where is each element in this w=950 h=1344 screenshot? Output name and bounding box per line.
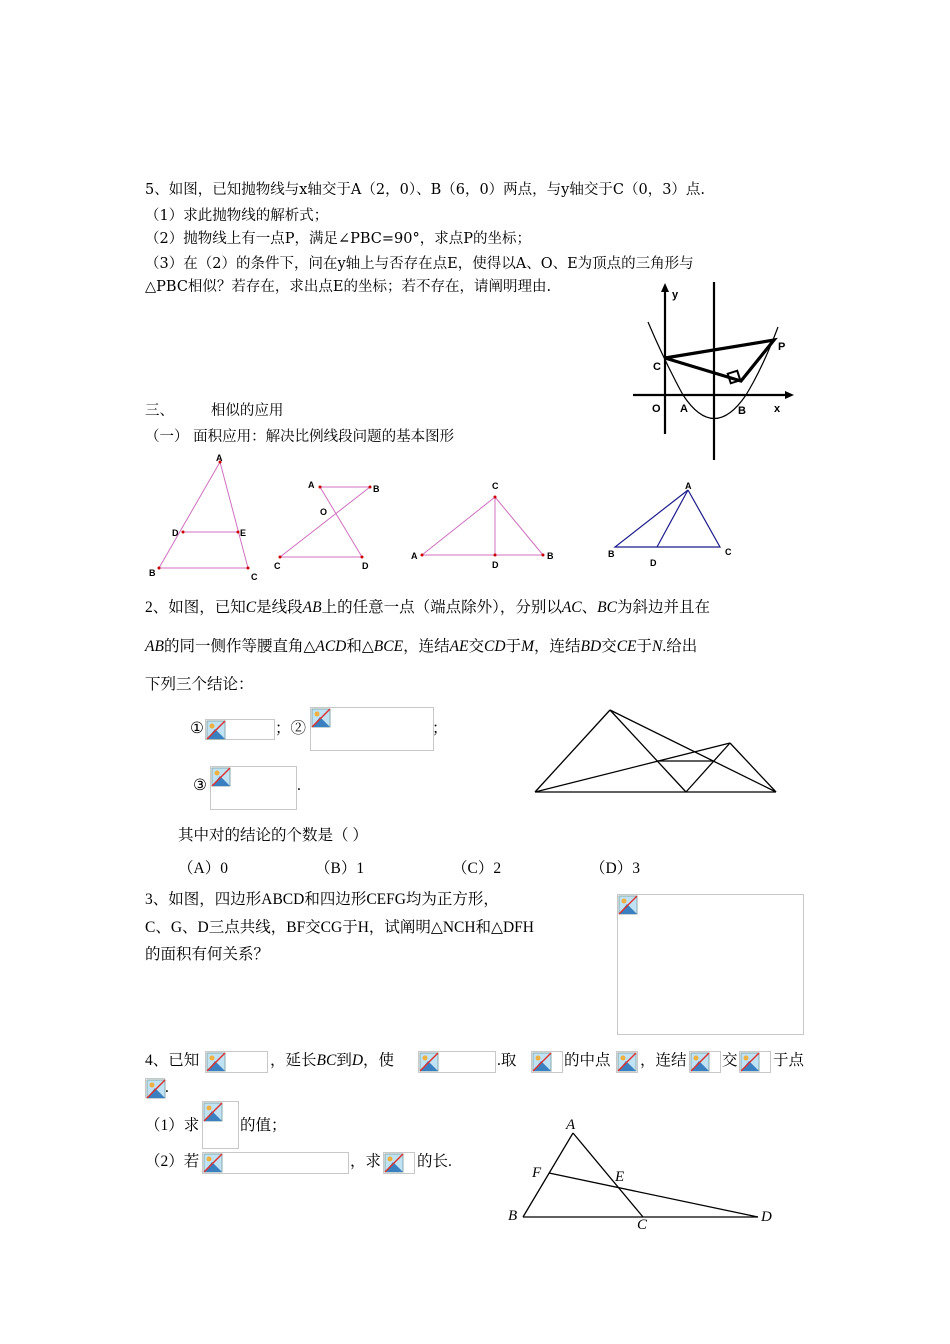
option-b: （B）1 [315, 860, 365, 877]
q4-label-a: A [566, 1117, 576, 1133]
q4-label-c: C [637, 1217, 648, 1233]
broken-image-icon [532, 1052, 552, 1072]
q4-part-1-a: （1）求 [145, 1117, 200, 1134]
q4-label-b: B [508, 1208, 518, 1224]
q4-text-f: 的中点 [564, 1052, 611, 1069]
q5-line-5: △PBC相似？若存在，求出点E的坐标；若不存在，请阐明理由. [145, 279, 552, 295]
q4-intersect-image [739, 1051, 771, 1073]
f4-a: A [685, 481, 692, 491]
q2-text: 于 [505, 638, 522, 655]
basic-figure-1 [145, 450, 265, 585]
q2-text: .给出 [662, 638, 698, 655]
f1-a: A [216, 453, 223, 463]
q2-text: 交 [601, 638, 617, 655]
section3-subheading: （一） 面积应用：解决比例线段问题的基本图形 [145, 429, 455, 445]
conclusion-end: . [297, 777, 301, 794]
q4-label-d: D [761, 1209, 772, 1225]
label-c: C [653, 361, 661, 373]
q2-line-3: 下列三个结论： [145, 676, 254, 693]
q4-part-2-b: ，求 [350, 1153, 382, 1170]
conclusion-1-marker: ① [190, 720, 204, 737]
q4-find-image [383, 1152, 415, 1174]
f4-c: C [725, 547, 732, 557]
var-n: N [652, 638, 663, 655]
q2-line-2 [145, 637, 697, 657]
f2-d: D [362, 561, 369, 571]
f3-d: D [492, 560, 499, 570]
conclusion-1-image [205, 719, 275, 740]
q4-text: 到 [336, 1052, 352, 1069]
basic-figure-2 [270, 475, 390, 575]
broken-image-icon [617, 1052, 637, 1072]
label-a: A [680, 403, 688, 415]
option-a: （A）0 [178, 860, 228, 877]
f1-d: D [172, 528, 179, 538]
q4-text-h: 交 [722, 1052, 738, 1069]
f4-d: D [650, 558, 657, 568]
q2-text: 、 [581, 599, 598, 616]
label-x: x [774, 403, 781, 415]
q5-line-4: （3）在（2）的条件下，问在y轴上与否存在点E，使得以A、O、E为顶点的三角形与 [145, 256, 694, 272]
q2-text: 为斜边并且在 [616, 599, 710, 616]
basic-figure-4 [600, 475, 745, 575]
f3-c: C [492, 481, 499, 491]
conclusion-3-image [210, 766, 297, 810]
q2-text: ，连结 [534, 638, 581, 655]
var-ab: AB [145, 638, 164, 655]
q4-ratio-image [202, 1101, 239, 1149]
q4-text-b [270, 1051, 394, 1071]
label-o: O [652, 403, 661, 415]
f4-b: B [608, 549, 615, 559]
f1-e: E [240, 528, 247, 538]
q4-part-2-c: 的长. [417, 1153, 452, 1170]
q2-question: 其中对的结论的个数是（ ） [178, 827, 368, 844]
label-p: P [778, 341, 786, 353]
broken-image-icon [203, 1102, 223, 1122]
broken-image-icon [740, 1052, 760, 1072]
option-d: （D）3 [590, 860, 640, 877]
q2-text: 和△ [346, 638, 374, 655]
q4-label-f: F [532, 1165, 542, 1181]
q4-text-i: 于点 [773, 1052, 805, 1069]
broken-image-icon [203, 1153, 223, 1173]
q3-figure-image [617, 894, 804, 1035]
conclusion-sep-1: ；② [275, 720, 307, 737]
var-acd: ACD [315, 638, 347, 655]
q4-line-image [689, 1051, 721, 1073]
f3-a: A [411, 551, 418, 561]
q2-text: 是线段 [256, 599, 303, 616]
broken-image-icon [211, 767, 231, 787]
q2-text: 的同一侧作等腰直角△ [163, 638, 316, 655]
basic-figure-3 [405, 475, 560, 575]
q4-part-1-b: 的值； [240, 1117, 287, 1134]
var-d: D [351, 1052, 364, 1069]
q4-text-e: .取 [497, 1052, 517, 1069]
q4-midpoint-image [616, 1051, 638, 1073]
broken-image-icon [206, 1052, 226, 1072]
q5-line-3: （2）抛物线上有一点P，满足∠PBC=90°，求点P的坐标； [145, 231, 532, 247]
q4-segment-image [531, 1051, 563, 1073]
f2-b: B [373, 484, 380, 494]
var-ae: AE [449, 638, 469, 655]
q5-parabola-figure [628, 282, 798, 462]
q2-line-1 [145, 598, 710, 618]
var-bd: BD [580, 638, 602, 655]
q4-label-e: E [615, 1169, 625, 1185]
q2-text: 上的任意一点（端点除外），分别以 [321, 599, 562, 616]
q4-figure [505, 1113, 780, 1233]
var-cd: CD [484, 638, 506, 655]
broken-image-icon [618, 895, 638, 915]
conclusion-3-marker: ③ [193, 777, 207, 794]
var-bc: BC [597, 599, 617, 616]
broken-image-icon [690, 1052, 710, 1072]
q2-text: 2、如图，已知 [145, 599, 246, 616]
section3-heading: 三、 相似的应用 [145, 403, 284, 419]
q5-line-1: 5、如图，已知抛物线与x轴交于A（2，0）、B（6，0）两点，与y轴交于C（0，3）点. [145, 182, 706, 198]
var-bce: BCE [373, 638, 404, 655]
conclusion-2-image [310, 707, 434, 751]
label-y: y [672, 289, 679, 301]
q3-line-2: C、G、D三点共线，BF交CG于H，试阐明△NCH和△DFH [145, 919, 534, 936]
q4-text-j: . [165, 1079, 169, 1096]
q5-line-2: （1）求此抛物线的解析式； [145, 208, 329, 224]
var-c: C [245, 599, 257, 616]
var-ab: AB [302, 599, 322, 616]
f1-c: C [251, 572, 258, 582]
q4-given-image [202, 1152, 349, 1174]
var-ce: CE [616, 638, 637, 655]
f2-a: A [308, 480, 315, 490]
broken-image-icon [419, 1052, 439, 1072]
var-ac: AC [561, 599, 582, 616]
q4-text-a: 4、已知 [145, 1052, 200, 1069]
f1-b: B [149, 568, 156, 578]
q4-condition-image [205, 1051, 268, 1073]
f3-b: B [547, 551, 554, 561]
broken-image-icon [206, 720, 226, 740]
broken-image-icon [311, 708, 331, 728]
q2-text: ，连结 [403, 638, 450, 655]
q4-part-2-a: （2）若 [145, 1153, 200, 1170]
label-b: B [738, 405, 746, 417]
broken-image-icon [146, 1079, 166, 1099]
q2-text: 于 [636, 638, 653, 655]
conclusion-sep-2: ； [432, 720, 448, 737]
var-bc: BC [316, 1052, 337, 1069]
broken-image-icon [384, 1153, 404, 1173]
q4-text: ，使 [363, 1052, 395, 1069]
q4-text: ，延长 [270, 1052, 317, 1069]
f2-c: C [274, 561, 281, 571]
q2-figure [530, 705, 780, 797]
q2-text: 交 [468, 638, 485, 655]
q4-extend-image [418, 1051, 496, 1073]
f2-o: O [320, 507, 328, 517]
q3-line-1: 3、如图，四边形ABCD和四边形CEFG均为正方形， [145, 891, 499, 908]
var-m: M [521, 638, 535, 655]
q4-text-g: ，连结 [640, 1052, 687, 1069]
option-c: （C）2 [452, 860, 502, 877]
q4-point-image [145, 1078, 165, 1098]
q3-line-3: 的面积有何关系？ [145, 946, 270, 963]
